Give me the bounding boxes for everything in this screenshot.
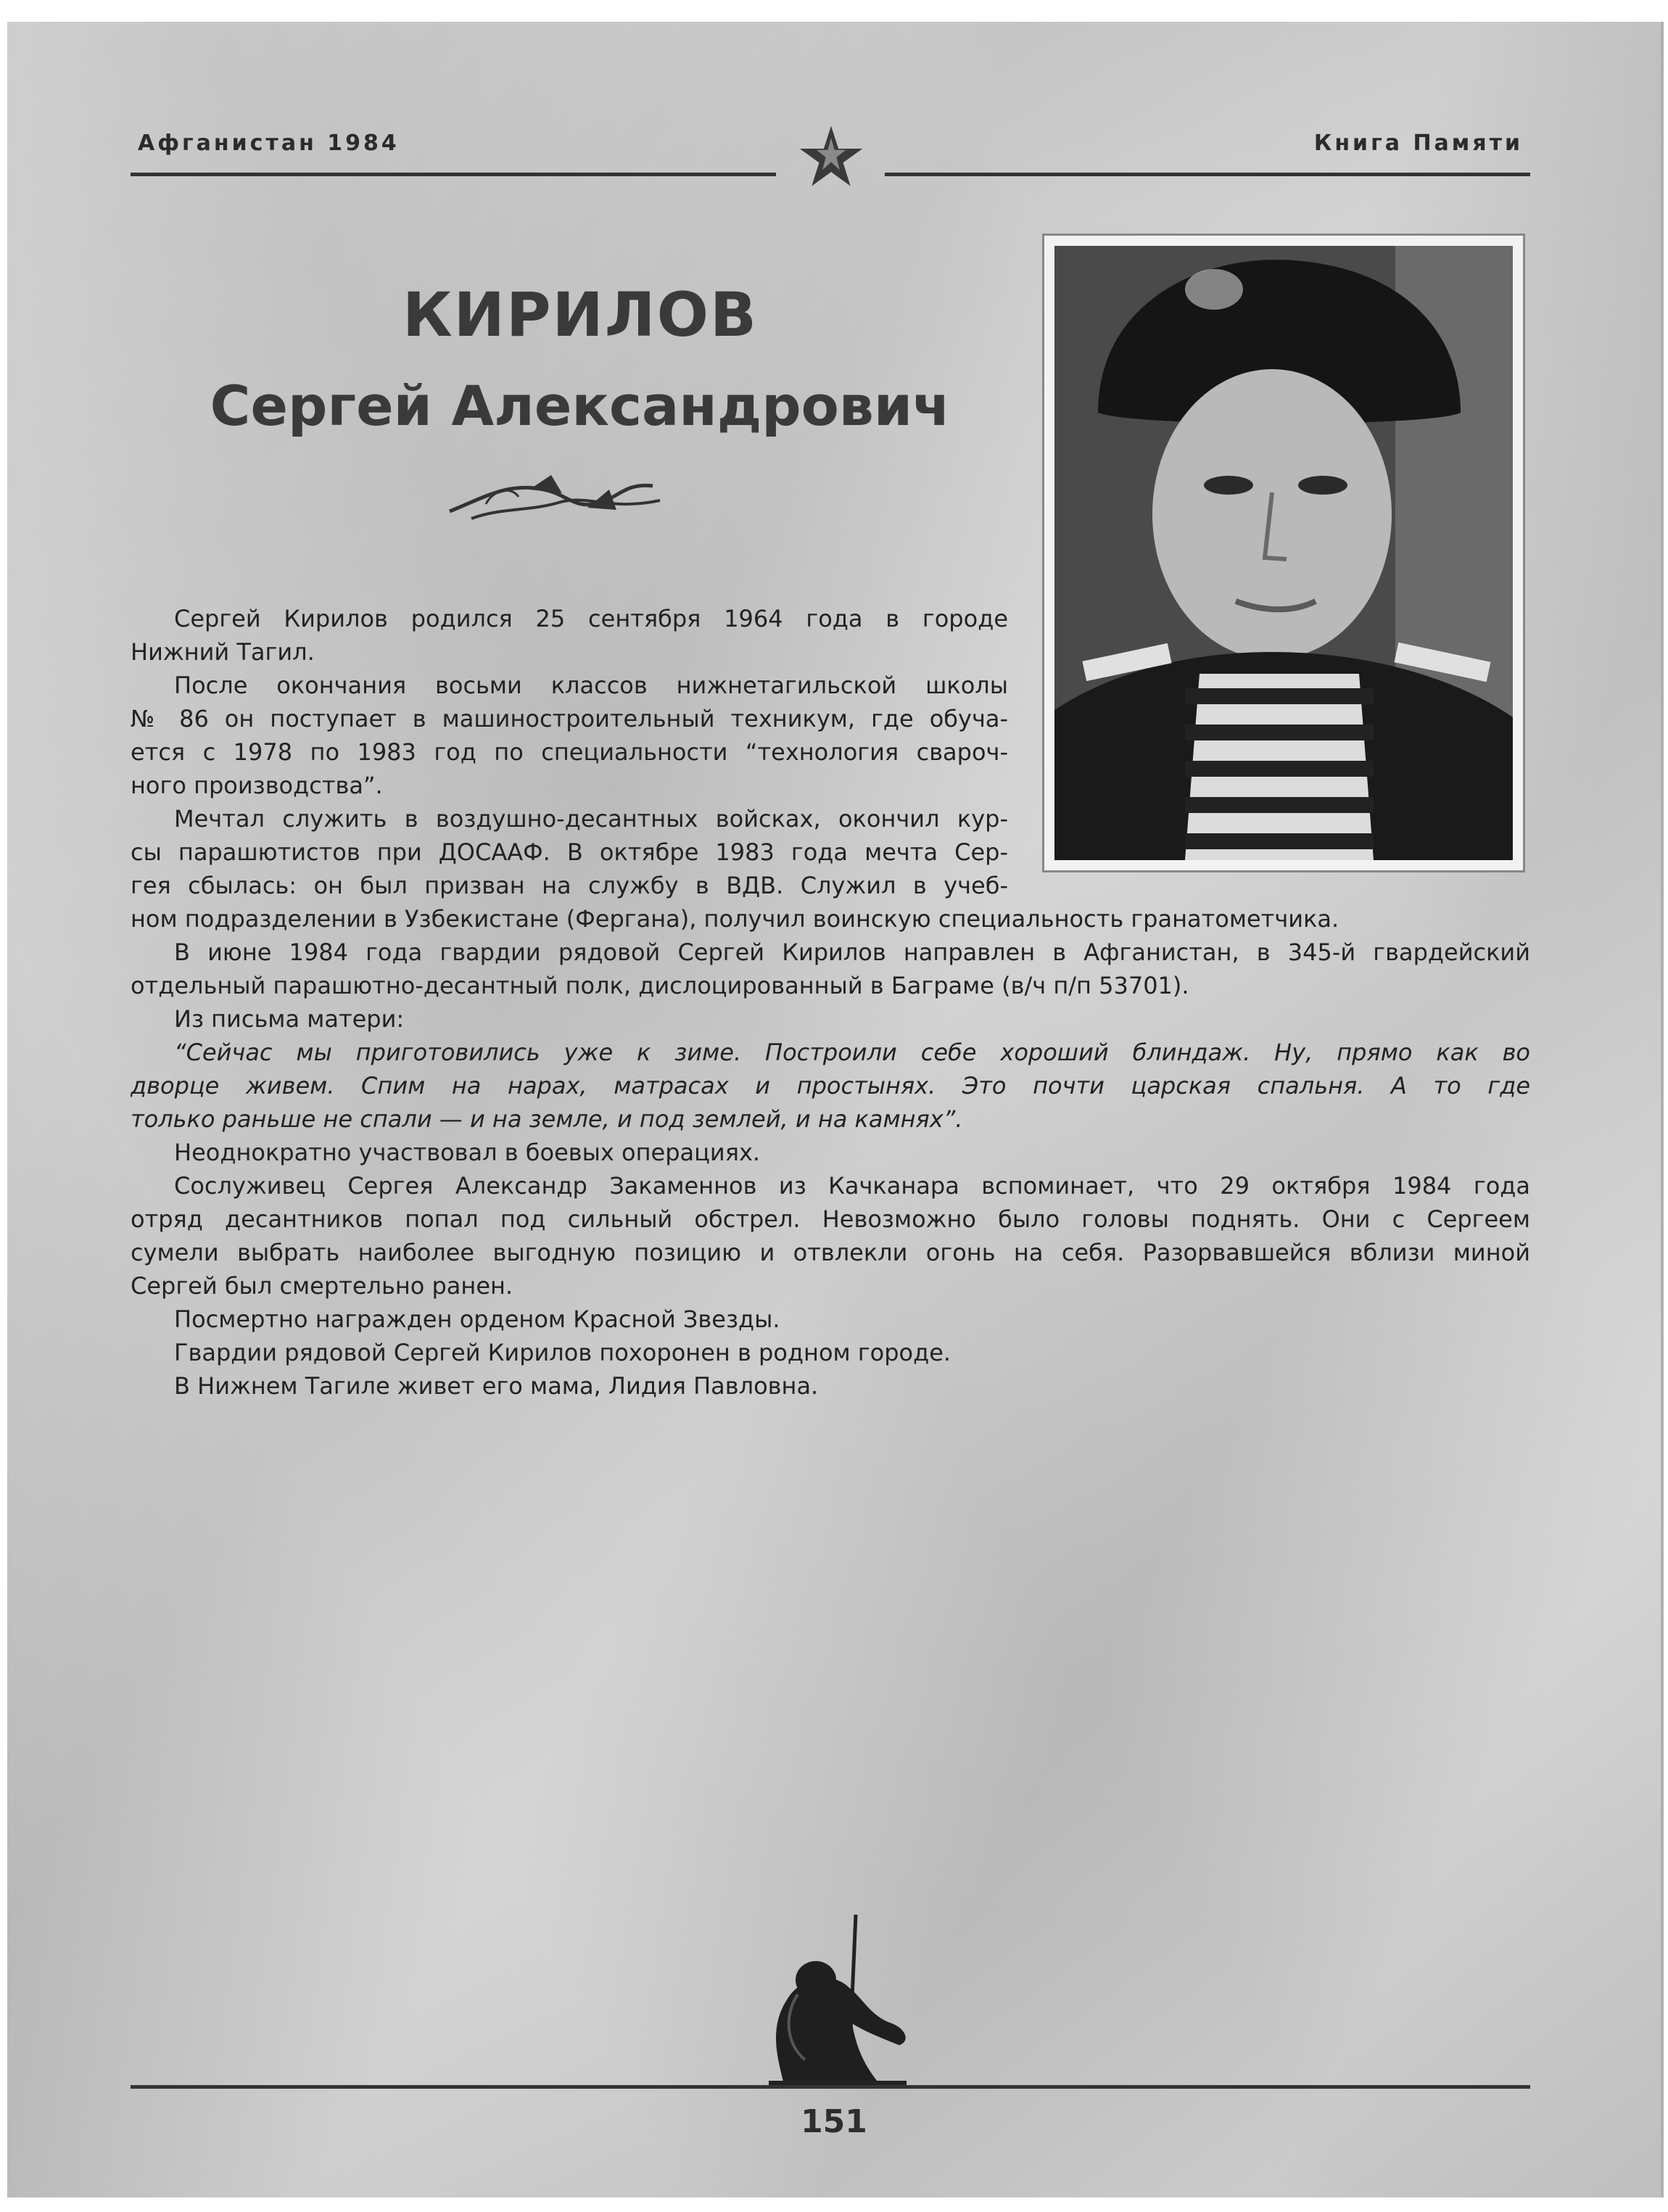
paragraph-mother <box>131 1369 1530 1403</box>
paragraph-education <box>131 669 1008 802</box>
paragraph-letter-quote <box>131 1036 1530 1136</box>
text-line: отдельный парашютно-десантный полк, дислоцированный в Баграме (в/ч п/п 53701). <box>131 972 1189 999</box>
title-surname: КИРИЛОВ <box>402 279 759 350</box>
text-line: № 86 он поступает в машиностроительный техникум, где обуча- <box>131 705 1008 732</box>
text-line: Посмертно награжден орденом Красной Звезды. <box>174 1305 780 1333</box>
paragraph-burial <box>131 1336 1530 1369</box>
text-line: Из письма матери: <box>174 1005 405 1033</box>
text-line: отряд десантников попал под сильный обстрел. Невозможно было головы поднять. Они с Сергеем <box>131 1205 1530 1233</box>
text-line: сы парашютистов при ДОСААФ. В октябре 1983 года мечта Сер- <box>131 838 1008 866</box>
text-line: “Сейчас мы приготовились уже к зиме. Построили себе хороший блиндаж. Ну, прямо как во <box>174 1039 1530 1066</box>
text-line: Гвардии рядовой Сергей Кирилов похоронен в родном городе. <box>174 1339 951 1366</box>
text-line: Мечтал служить в воздушно-десантных войсках, окончил кур- <box>174 805 1008 833</box>
header-right-title: Книга Памяти <box>1313 131 1523 156</box>
text-line: После окончания восьми классов нижнетагильской школы <box>174 672 1008 699</box>
book-page <box>7 22 1664 2197</box>
portrait-illustration <box>1054 246 1513 860</box>
header-rule-right <box>885 173 1530 176</box>
paragraph-afghanistan <box>131 936 1530 1002</box>
ornament-icon <box>442 468 682 533</box>
page-number: 151 <box>801 2103 867 2140</box>
text-line: ного производства”. <box>131 772 383 799</box>
title-first-name: Сергей Александрович <box>210 374 951 438</box>
portrait-photo <box>1054 246 1513 860</box>
footer-rule <box>131 2085 1530 2089</box>
text-line: дворце живем. Спим на нарах, матрасах и простынях. Это почти царская спальня. А то где <box>131 1072 1530 1099</box>
star-icon <box>798 123 864 190</box>
text-line: В июне 1984 года гвардии рядовой Сергей Кирилов направлен в Афганистан, в 345-й гвардейский <box>174 938 1530 966</box>
soldier-figure-icon <box>754 1915 921 2089</box>
text-line: ется с 1978 по 1983 год по специальности “технология свароч- <box>131 738 1008 766</box>
header-rule-left <box>131 173 776 176</box>
portrait-frame <box>1044 236 1523 870</box>
text-line: Сергей Кирилов родился 25 сентября 1964 года в городе <box>174 605 1008 632</box>
running-header <box>131 131 1530 189</box>
text-line: Сослуживец Сергея Александр Закаменнов из Качканара вспоминает, что 29 октября 1984 года <box>174 1172 1530 1200</box>
paragraph-comrade <box>131 1169 1530 1303</box>
text-line: Сергей был смертельно ранен. <box>131 1272 513 1300</box>
paragraph-service-end <box>131 902 1530 936</box>
paragraph-letter-intro <box>131 1002 1530 1036</box>
paragraph-award <box>131 1303 1530 1336</box>
paragraph-service <box>131 802 1008 902</box>
text-line: Нижний Тагил. <box>131 638 315 666</box>
header-left-title: Афганистан 1984 <box>138 131 400 156</box>
paragraph-birth <box>131 602 1008 669</box>
text-line: гея сбылась: он был призван на службу в ВДВ. Служил в учеб- <box>131 872 1008 899</box>
text-line: Неоднократно участвовал в боевых операциях. <box>174 1139 761 1166</box>
paragraph-operations <box>131 1136 1530 1169</box>
text-line: только раньше не спали — и на земле, и под землей, и на камнях”. <box>131 1105 963 1133</box>
text-line: В Нижнем Тагиле живет его мама, Лидия Павловна. <box>174 1372 819 1400</box>
text-line: ном подразделении в Узбекистане (Фергана), получил воинскую специальность гранатометчика. <box>131 905 1339 933</box>
text-line: сумели выбрать наиболее выгодную позицию и отвлекли огонь на себя. Разорвавшейся вблизи миной <box>131 1239 1530 1266</box>
